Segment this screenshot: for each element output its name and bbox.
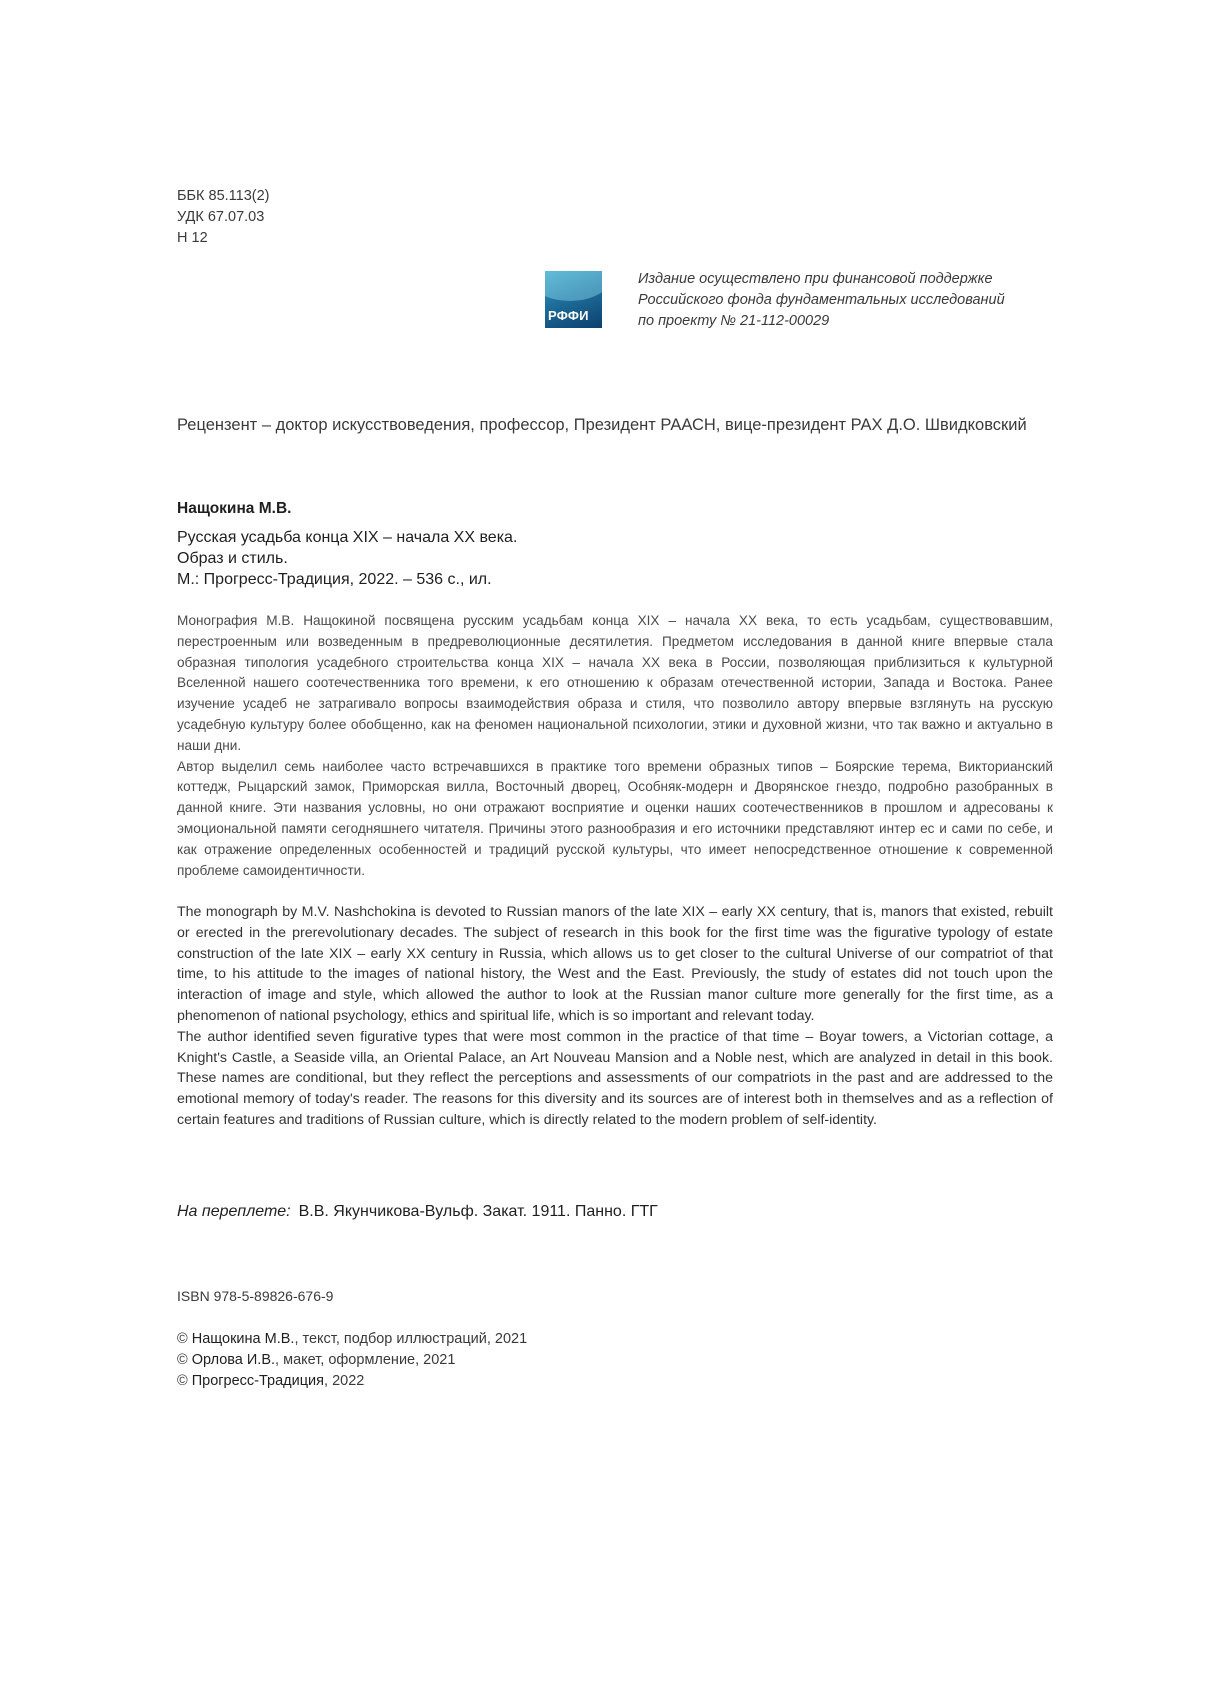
abstract-english bbox=[177, 902, 1053, 1131]
copyright-holder: Нащокина М.В. bbox=[191, 1331, 295, 1347]
imprint-line: М.: Прогресс-Традиция, 2022. – 536 с., ил. bbox=[177, 571, 492, 588]
funding-line: Российского фонда фундаментальных исследований bbox=[638, 292, 1005, 308]
copyright-symbol: © bbox=[177, 1373, 188, 1389]
reviewer-line: Рецензент – доктор искусствоведения, профессор, Президент РААСН, вице-президент РАХ Д.О. Швидковский bbox=[177, 416, 1027, 434]
copyright-line bbox=[177, 1371, 527, 1392]
book-subtitle: Образ и стиль. bbox=[177, 550, 288, 567]
author-mark: Н 12 bbox=[177, 230, 208, 246]
isbn: ISBN 978-5-89826-676-9 bbox=[177, 1288, 334, 1304]
book-title: Русская усадьба конца XIX – начала XX века. bbox=[177, 529, 518, 546]
copyright-symbol: © bbox=[177, 1352, 188, 1368]
rffi-logo-icon bbox=[545, 271, 602, 328]
funding-line: Издание осуществлено при финансовой поддержке bbox=[638, 271, 993, 287]
copyright-detail: , 2022 bbox=[324, 1373, 365, 1389]
cover-credit bbox=[177, 1203, 658, 1221]
rffi-logo-text: РФФИ bbox=[548, 308, 589, 323]
classification-codes bbox=[177, 186, 270, 249]
copyright-detail: , макет, оформление, 2021 bbox=[275, 1352, 456, 1368]
funding-note bbox=[638, 269, 1005, 332]
copyright-line bbox=[177, 1350, 527, 1371]
author-name: Нащокина М.В. bbox=[177, 500, 292, 517]
abstract-paragraph: The monograph by M.V. Nashchokina is devoted to Russian manors of the late XIX – early XX century, that is, manors that existed, rebuilt or erected in the prerevolutionary decades. The subject of research in this book for the first time was the figurative typology of estate construction of the late XIX – early XX century in Russia, which allows us to get closer to the cultural Universe of our compatriot of that time, to his attitude to the images of national history, the West and the East. Previously, the study of estates did not touch upon the interaction of image and style, which allowed the author to look at the Russian manor culture more generally for the first time, as a phenomenon of national psychology, ethics and spiritual life, which is so important and relevant today. bbox=[177, 904, 1053, 1024]
funding-line: по проекту № 21-112-00029 bbox=[638, 313, 830, 329]
cover-text: В.В. Якунчикова-Вульф. Закат. 1911. Панно. ГТГ bbox=[298, 1203, 658, 1220]
cover-label: На переплете: bbox=[177, 1203, 291, 1220]
copyright-holder: Орлова И.В. bbox=[191, 1352, 276, 1368]
bbk-code: ББК 85.113(2) bbox=[177, 188, 270, 204]
udk-code: УДК 67.07.03 bbox=[177, 209, 265, 225]
abstract-paragraph: The author identified seven figurative types that were most common in the practice of that time – Boyar towers, a Victorian cottage, a Knight's Castle, a Seaside villa, an Oriental Palace, an Art Nouveau Mansion and a Noble nest, which are analyzed in detail in this book. These names are conditional, but they reflect the perceptions and assessments of our compatriots in the past and are addressed to the emotional memory of today's reader. The reasons for this diversity and its sources are of interest both in themselves and as a reflection of certain features and traditions of Russian culture, which is directly related to the modern problem of self-identity. bbox=[177, 1028, 1053, 1128]
abstract-russian bbox=[177, 611, 1053, 881]
abstract-paragraph: Автор выделил семь наиболее часто встречавшихся в практике того времени образных типов – Боярские терема, Викторианский коттедж, Рыцарский замок, Приморская вилла, Восточный дворец, Особняк-модерн и Дворянское гнездо, подробно разобранных в данной книге. Эти названия условны, но они отражают восприятие и оценки наших соотечественников в прошлом и адресованы к эмоциональной памяти сегодняшнего читателя. Причины этого разнообразия и его источники представляют интер ес и сами по себе, и как отражение определенных особенностей и традиций русской культуры, что имеет непосредственное отношение к современной проблеме самоидентичности. bbox=[177, 758, 1053, 878]
abstract-paragraph: Монография М.В. Нащокиной посвящена русским усадьбам конца XIX – начала XX века, то есть усадьбам, существовавшим, перестроенным или возведенным в предреволюционные десятилетия. Предметом исследования в данной книге впервые стала образная типология усадебного строительства конца XIX – начала XX века в России, позволяющая приблизиться к культурной Вселенной нашего соотечественника того времени, к его отношению к образам отечественной истории, Запада и Востока. Ранее изучение усадеб не затрагивало вопросы взаимодействия образа и стиля, что позволило автору впервые взглянуть на русскую усадебную культуру более обобщенно, как на феномен национальной психологии, этики и духовной жизни, что так важно и актуально в наши дни. bbox=[177, 613, 1053, 753]
copyright-symbol: © bbox=[177, 1331, 188, 1347]
copyright-detail: , текст, подбор иллюстраций, 2021 bbox=[294, 1331, 528, 1347]
copyright-holder: Прогресс-Традиция bbox=[191, 1373, 325, 1389]
book-title-block bbox=[177, 527, 517, 590]
copyright-line bbox=[177, 1329, 527, 1350]
copyright-block bbox=[177, 1329, 527, 1392]
